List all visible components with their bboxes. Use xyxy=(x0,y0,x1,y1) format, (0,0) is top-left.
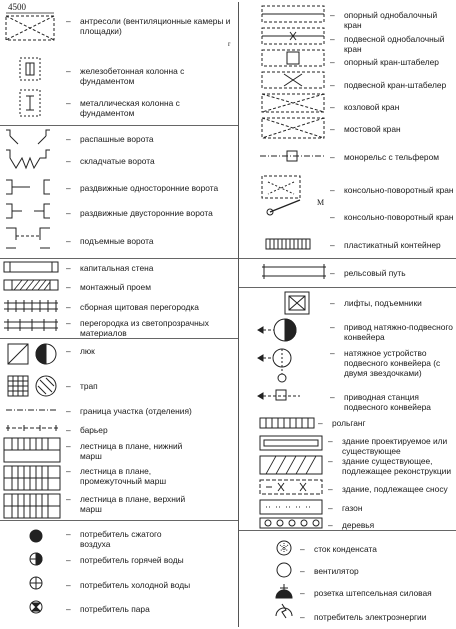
legend-item: подъемные ворота xyxy=(80,236,154,246)
legend-item: пластикатный контейнер xyxy=(344,240,441,250)
legend-item: потребитель холодной воды xyxy=(80,580,191,590)
legend-item: потребитель горячей воды xyxy=(80,555,184,565)
legend-item: потребитель сжатого воздуха xyxy=(80,529,162,549)
crane-letter-mark: M xyxy=(317,198,325,207)
legend-item: монорельс с тельфером xyxy=(344,152,440,162)
legend-item: трап xyxy=(80,381,98,391)
legend-item: рольганг xyxy=(332,418,366,428)
jib-crane-symbol-2 xyxy=(270,200,300,212)
legend-item: подвесной однобалочный кран xyxy=(344,34,445,54)
legend-item: здание проектируемое или существующее xyxy=(342,436,448,456)
legend-item: раздвижные двусторонние ворота xyxy=(80,208,213,218)
roller-table-symbol xyxy=(260,418,314,428)
legend-item: козловой кран xyxy=(344,102,400,112)
legend-item: лестница в плане, верхний марш xyxy=(80,494,186,514)
legend-item: приводная станция подвесного конвейера xyxy=(344,392,431,412)
legend-item: здание существующее, подлежащее реконструкции xyxy=(342,456,451,476)
legend-item: антресоли (вентиляционные камеры и площадки) xyxy=(80,16,231,36)
legend-item: деревья xyxy=(342,520,375,530)
legend-item: железобетонная колонна с фундаментом xyxy=(80,66,185,86)
legend-item: лифты, подъемники xyxy=(344,298,422,308)
legend-item: розетка штепсельная силовая xyxy=(314,588,432,598)
legend-item: лестница в плане, нижний марш xyxy=(80,441,183,461)
legend-item: граница участка (отделения) xyxy=(80,406,192,416)
legend-item: мостовой кран xyxy=(344,124,401,134)
legend-item: лестница в плане, промежуточный марш xyxy=(80,466,167,486)
compressed-air-symbol xyxy=(30,530,42,542)
capital-wall-symbol xyxy=(4,262,58,272)
legend-item: опорный кран-штабелер xyxy=(344,57,439,67)
jib-crane-symbol-1 xyxy=(262,176,300,198)
lift-gate-symbol xyxy=(6,228,50,240)
dimension-label: 4500 xyxy=(8,2,26,12)
legend-item: натяжное устройство подвесного конвейера (с двумя звездочками) xyxy=(344,348,441,378)
legend-item: потребитель электроэнергии xyxy=(314,612,427,622)
legend-item: монтажный проем xyxy=(80,282,151,292)
small-letter-mark: r xyxy=(228,40,231,48)
legend-item: раздвижные односторонние ворота xyxy=(80,183,219,193)
legend-item: металлическая колонна с фундаментом xyxy=(80,98,180,118)
legend-item: барьер xyxy=(80,425,108,435)
legend-item: привод натяжно-подвесного конвейера xyxy=(344,322,453,342)
legend-item: люк xyxy=(80,346,95,356)
swing-gate-symbol xyxy=(6,130,50,136)
container-symbol xyxy=(266,239,310,249)
legend-item: перегородка из светопрозрачных материалов xyxy=(80,318,209,338)
legend-item: здание, подлежащее сносу xyxy=(342,484,448,494)
legend-item: вентилятор xyxy=(314,566,359,576)
legend-sheet: 4500 M r – антресоли (вентиляционные камеры и площадки) – железобетонная колонна с фундаментом – металлическая колонна с фундаментом – распашные ворота – складчатые ворота – раздвижные односторонние ворота – раздвижные двусторонние ворота – подъемные ворота – капитальная стена – монтажный проем – сборная щитовая перегородка – перегородка из светопрозрачных материалов – люк – трап – граница участка (отделения) – барьер – лестница в плане, нижний марш – лестница в плане, промежуточный марш – лестница в плане, верхний марш – потребитель сжатого воздуха – потребитель горячей воды – потребитель холодной воды – потребитель пара – опорный однобалочный кран – подвесной однобалочный кран – опорный кран-штабелер – подвесной кран-штабелер – козловой кран – мостовой кран – монорельс с тельфером – консольно-поворотный кран – консольно-поворотный кран – пластикатный контейнер – рельсовый путь – лифты, подъемники – привод натяжно-подвесного конвейера – натяжное устройство подвесного конвейера (с двумя звездочками) – приводная станция подвесного конвейера – рольганг – здание проектируемое или существующее – здание существующее, подлежащее реконструкции – здание, подлежащее сносу – газон – деревья – сток конденсата – вентилятор – розетка штепсельная силовая – потребитель электроэнергии xyxy=(0,0,456,629)
legend-item: рельсовый путь xyxy=(344,268,406,278)
legend-item: потребитель пара xyxy=(80,604,150,614)
building-designed-symbol xyxy=(260,436,322,450)
folding-gate-symbol xyxy=(6,150,50,168)
legend-item: складчатые ворота xyxy=(80,156,155,166)
legend-item: сборная щитовая перегородка xyxy=(80,302,199,312)
socket-symbol xyxy=(276,590,292,598)
fan-symbol xyxy=(277,563,291,577)
legend-item: подвесной кран-штабелер xyxy=(344,80,447,90)
legend-item: распашные ворота xyxy=(80,134,154,144)
legend-item: опорный однобалочный кран xyxy=(344,10,438,30)
legend-item: сток конденсата xyxy=(314,544,377,554)
legend-item: консольно-поворотный кран xyxy=(344,185,454,195)
legend-item: капитальная стена xyxy=(80,263,154,273)
legend-item: газон xyxy=(342,503,363,513)
legend-item: консольно-поворотный кран xyxy=(344,212,454,222)
